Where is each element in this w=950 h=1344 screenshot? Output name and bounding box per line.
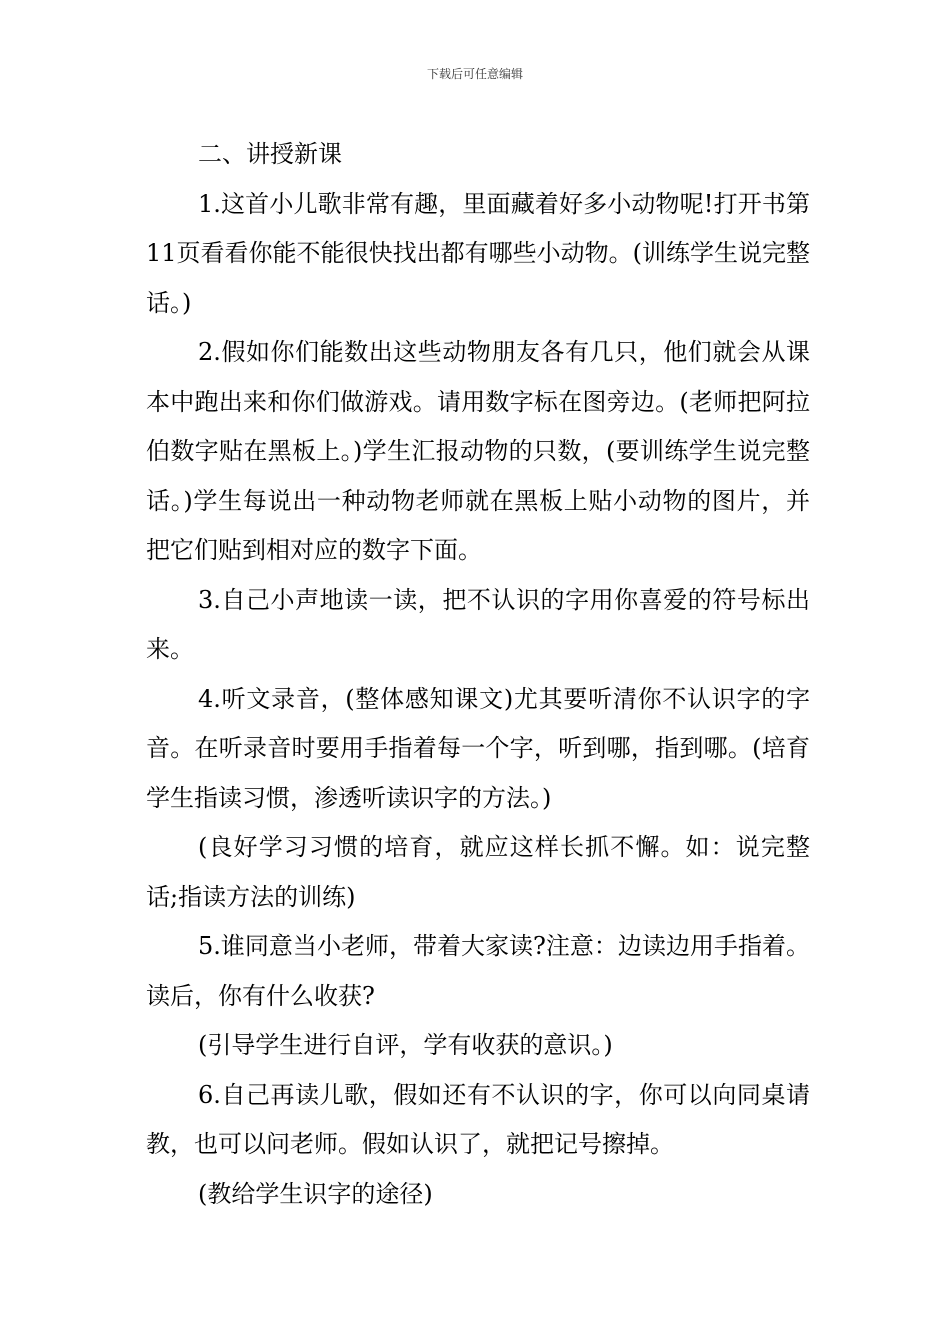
paragraph-note-self-evaluation: (引导学生进行自评，学有收获的意识。)	[198, 1031, 613, 1059]
paragraph-step-2: 2.假如你们能数出这些动物朋友各有几只，他们就会从课本中跑出来和你们做游戏。请用数字标在图旁边。(老师把阿拉伯数字贴在黑板上。)学生汇报动物的只数，(要训练学生说完整话。)学生每说出一种动物老师就在黑板上贴小动物的图片，并把它们贴到相对应的数字下面。	[146, 338, 810, 564]
paragraph-note-habits: (良好学习习惯的培育，就应这样长抓不懈。如：说完整话;指读方法的训练)	[146, 833, 810, 911]
section-heading: 二、讲授新课	[198, 140, 342, 168]
paragraph-step-4: 4.听文录音，(整体感知课文)尤其要听清你不认识字的字音。在听录音时要用手指着每一个字，听到哪，指到哪。(培育学生指读习惯，渗透听读识字的方法。)	[146, 684, 810, 812]
page-header-note: 下载后可任意编辑	[426, 67, 523, 81]
paragraph-note-literacy: (教给学生识字的途径)	[198, 1179, 433, 1208]
paragraph-step-5: 5.谁同意当小老师，带着大家读?注意：边读边用手指着。读后，你有什么收获?	[146, 932, 810, 1010]
document-body	[146, 130, 810, 1219]
paragraph-step-6: 6.自己再读儿歌，假如还有不认识的字，你可以向同桌请教，也可以问老师。假如认识了，就把记号擦掉。	[146, 1080, 810, 1158]
paragraph-step-1: 1.这首小儿歌非常有趣，里面藏着好多小动物呢!打开书第11页看看你能不能很快找出都有哪些小动物。(训练学生说完整话。)	[146, 189, 810, 317]
paragraph-step-3: 3.自己小声地读一读，把不认识的字用你喜爱的符号标出来。	[146, 585, 810, 663]
